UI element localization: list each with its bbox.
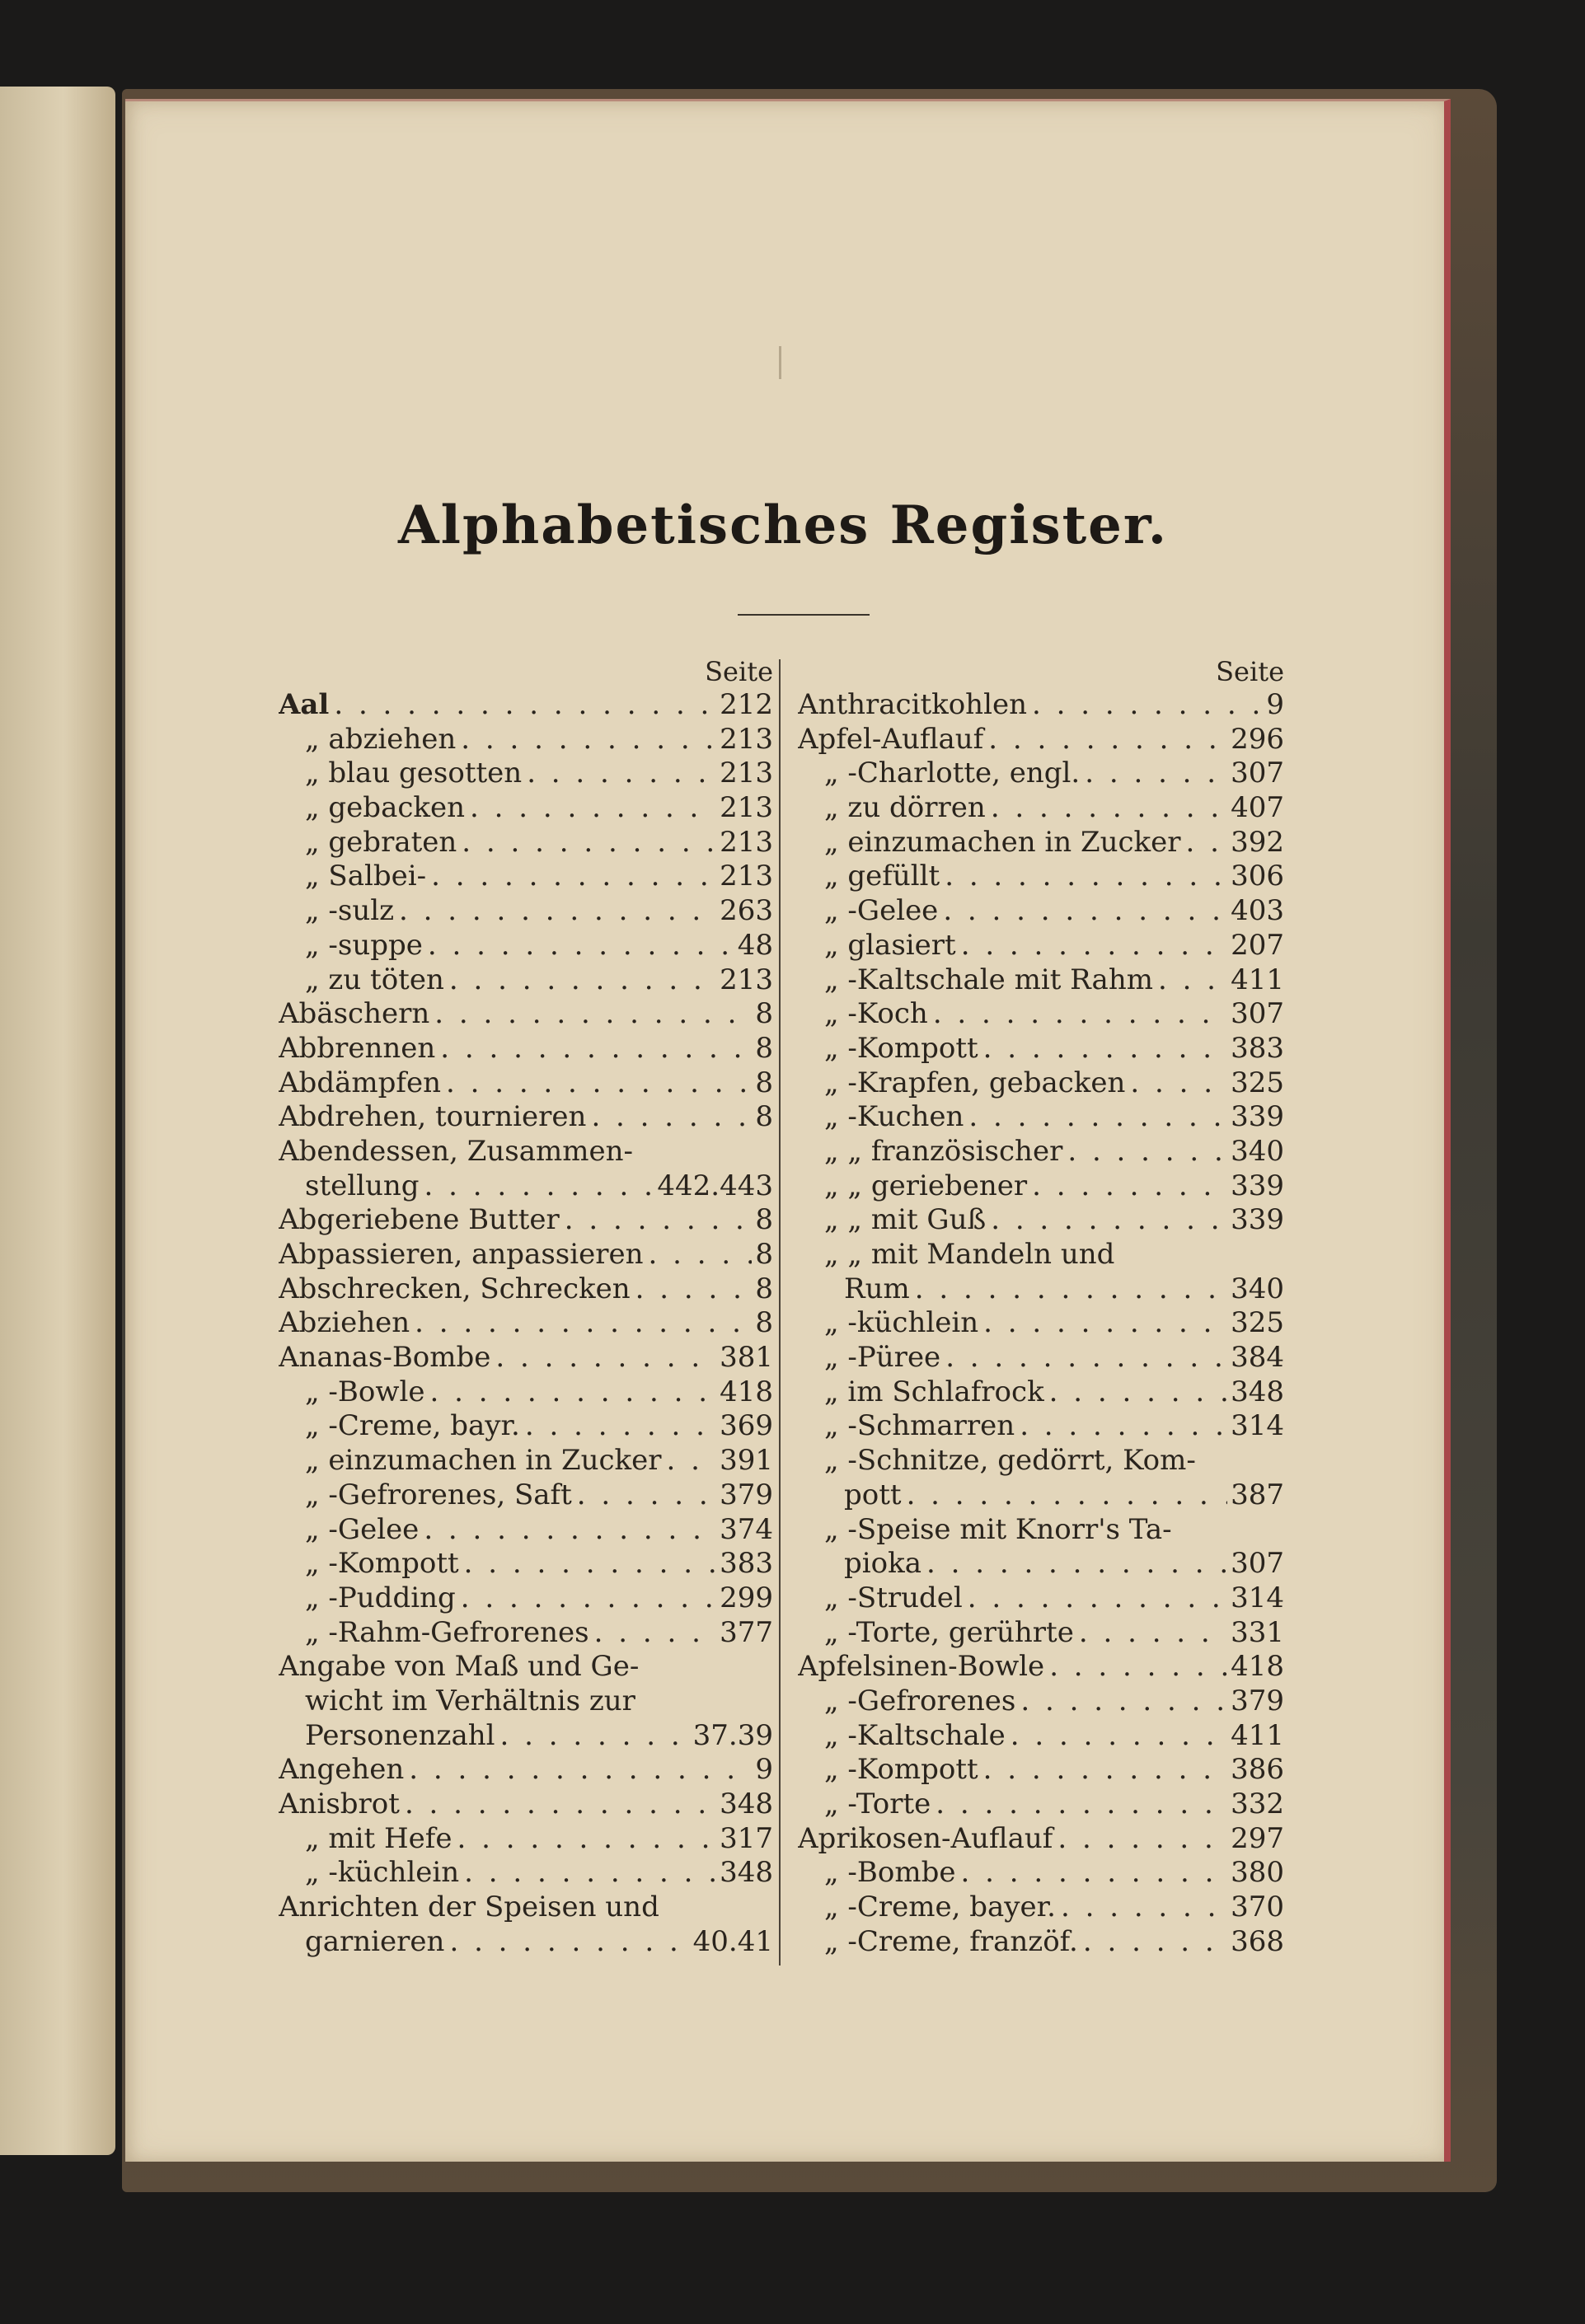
index-entry-text: „ „ geriebener [824,1169,1028,1202]
index-entry-page: 391 [720,1444,773,1478]
dot-leader [586,1100,752,1135]
index-entry-page: 40.41 [692,1924,773,1958]
index-entry-text: „ -Gelee [305,1512,420,1546]
index-entry [798,1925,1284,1960]
dot-leader [1181,826,1228,860]
index-entry-text: Angabe von Maß und Ge- [279,1650,640,1684]
dot-leader [459,1547,716,1581]
index-entry-page: 307 [1231,1547,1284,1581]
dot-leader [1015,1409,1227,1444]
dot-leader [419,1513,716,1548]
index-entry-page: 314 [1231,1409,1284,1443]
index-entry-page: 37.39 [692,1718,773,1752]
dot-leader [931,1788,1227,1822]
index-entry [798,1684,1284,1719]
index-entry [798,1306,1284,1341]
dot-leader [1080,757,1227,791]
index-entry-text: „ zu dörren [824,791,986,825]
index-entry [279,1409,773,1444]
index-entry-text: Aprikosen-Auflauf [798,1821,1053,1855]
index-entry-page: 340 [1231,1272,1284,1305]
index-entry-text: „ -Torte [824,1788,931,1820]
index-entry-text: pott [844,1478,902,1511]
dot-leader [560,1203,753,1238]
dot-leader [1044,1375,1227,1410]
index-entry [279,1856,773,1891]
index-entry-text: „ -Kuchen [824,1100,964,1134]
index-entry-page: 384 [1231,1341,1284,1375]
index-entry-page: 263 [720,894,773,928]
dot-leader [429,997,752,1032]
dot-leader [1044,1650,1227,1684]
index-entry [798,1547,1284,1581]
index-entry-page: 379 [720,1478,773,1511]
index-entry [279,963,773,998]
index-entry-page: 381 [720,1341,773,1375]
dot-leader [459,1856,716,1891]
index-entry [798,791,1284,826]
dot-leader [928,997,1227,1032]
index-entry [798,1375,1284,1410]
index-entry [279,1444,773,1478]
dot-leader [495,1719,690,1754]
index-entry-text: Rum [844,1272,910,1305]
index-entry-page: 8 [755,1203,773,1237]
index-entry [279,1135,773,1169]
index-entry-text: „ gebraten [305,825,457,859]
index-entry-text: „ gefüllt [824,860,940,893]
index-entry [279,1719,773,1754]
dot-leader [631,1272,753,1307]
dot-leader [456,723,716,757]
dot-leader [986,1203,1227,1238]
dot-leader [940,860,1227,894]
index-entry-page: 348 [1231,1375,1284,1408]
index-entry-page: 374 [720,1512,773,1546]
index-entry [798,723,1284,757]
index-entry-page: 296 [1231,722,1284,756]
index-entry [798,1100,1284,1135]
index-entry-page: 8 [755,1066,773,1099]
index-entry-text: „ blau gesotten [305,757,523,790]
index-entry-text: Apfel-Auflauf [798,722,984,756]
index-entry-page: 380 [1231,1856,1284,1890]
index-entry-text: „ -Gefrorenes, Saft [305,1478,572,1511]
index-entry-page: 339 [1231,1203,1284,1237]
index-entry [798,1788,1284,1822]
index-entry-page: 379 [1231,1684,1284,1717]
index-entry [279,1478,773,1513]
dot-leader [1015,1684,1227,1719]
dot-leader [1056,1891,1227,1925]
index-entry-page: 213 [720,791,773,825]
index-entry [798,1753,1284,1788]
index-entry-text: „ -Kompott [824,1031,978,1065]
dot-leader [1074,1616,1227,1651]
dot-leader [1125,1066,1227,1101]
index-entry [279,1788,773,1822]
dot-leader [329,688,716,723]
index-entry [798,929,1284,963]
index-entry [279,1100,773,1135]
dot-leader [457,826,716,860]
dot-leader [456,1581,716,1616]
dot-leader [420,1169,654,1204]
dot-leader [1078,1925,1227,1960]
index-entry-text: Abdrehen, tournieren [279,1100,587,1134]
index-entry-text: Abziehen [279,1306,410,1340]
index-entry-page: 307 [1231,997,1284,1031]
index-entry-page: 9 [755,1753,773,1787]
index-entry-page: 8 [755,1031,773,1065]
index-entry [798,1409,1284,1444]
index-entry-text: „ gebacken [305,791,466,825]
index-entry-page: 213 [720,722,773,756]
dot-leader [964,1100,1227,1135]
index-entry [279,1925,773,1960]
dot-leader [435,1032,752,1066]
index-entry-page: 213 [720,825,773,859]
index-entry-page: 317 [720,1821,773,1855]
index-entry-text: „ -Kaltschale mit Rahm [824,963,1153,996]
index-entry [279,1066,773,1101]
index-entry [279,1513,773,1548]
index-entry [279,1650,773,1684]
index-entry-page: 299 [720,1581,773,1614]
dot-leader [910,1272,1227,1307]
dot-leader [522,757,716,791]
index-entry [798,1135,1284,1169]
index-entry [798,1891,1284,1925]
dot-leader [444,1925,689,1960]
index-entry [279,997,773,1032]
index-entry [798,1238,1284,1272]
index-entry-page: 339 [1231,1100,1284,1134]
index-entry [279,723,773,757]
index-entry [798,1478,1284,1513]
index-entry-page: 369 [720,1409,773,1443]
index-entry [798,1856,1284,1891]
index-entry-text: Personenzahl [305,1718,495,1752]
index-entry-text: Aal [279,688,330,721]
index-entry-page: 368 [1231,1924,1284,1958]
index-entry-text: stellung [305,1169,420,1202]
index-entry [798,894,1284,929]
index-entry [279,1581,773,1616]
dot-leader [452,1822,716,1857]
index-entry-text: „ -Charlotte, engl. [824,757,1081,790]
index-entry-page: 213 [720,963,773,996]
index-entry [279,688,773,723]
index-entry-text: Anisbrot [279,1788,400,1820]
index-entry-page: 306 [1231,860,1284,893]
index-entry-text: „ „ französischer [824,1134,1063,1168]
index-entry-text: Apfelsinen-Bowle [798,1650,1045,1684]
index-entry-text: garnieren [305,1924,445,1958]
index-entry [279,757,773,791]
dot-leader [902,1478,1228,1513]
index-entry [798,1203,1284,1238]
index-entry-text: „ -sulz [305,894,395,928]
dot-leader [394,894,716,929]
index-entry-page: 213 [720,860,773,893]
index-entry [798,688,1284,723]
index-entry-text: „ -Rahm-Gefrorenes [305,1615,589,1649]
dot-leader [404,1753,752,1788]
index-entry [798,1272,1284,1307]
index-entry-text: „ -Koch [824,997,928,1031]
index-entry-text: „ -Püree [824,1341,941,1375]
index-entry-page: 418 [720,1375,773,1408]
index-entry-page: 325 [1231,1066,1284,1099]
index-entry-page: 386 [1231,1753,1284,1787]
index-entry [279,1238,773,1272]
index-entry-page: 325 [1231,1306,1284,1340]
index-entry-page: 348 [720,1856,773,1890]
index-entry [798,757,1284,791]
index-entry-text: Abäschern [279,997,430,1031]
right-index-column [798,655,1284,1959]
index-entry [279,1169,773,1204]
dot-leader [978,1032,1227,1066]
index-entry [798,1066,1284,1101]
index-entry-text: „ „ mit Guß [824,1203,987,1237]
index-entry [279,1684,773,1719]
index-entry-page: 8 [755,997,773,1031]
seite-header-left: Seite [705,656,773,687]
index-entry [798,1032,1284,1066]
title-rule [738,614,870,616]
left-index-column [279,655,773,1959]
index-entry [798,1169,1284,1204]
index-entry-page: 332 [1231,1788,1284,1820]
index-entry-text: Abbrennen [279,1031,436,1065]
index-entry-page: 339 [1231,1169,1284,1202]
index-entry-page: 411 [1231,1718,1284,1752]
dot-leader [441,1066,752,1101]
index-entry-text: „ einzumachen in Zucker [824,825,1181,859]
index-entry-page: 387 [1231,1478,1284,1511]
dot-leader [444,963,716,998]
index-entry-text: „ -Speise mit Knorr's Ta- [824,1512,1172,1546]
index-entry-page: 9 [1266,688,1284,721]
page-fleck [779,346,781,379]
dot-leader [1062,1135,1227,1169]
dot-leader [400,1788,716,1822]
index-entry [279,1203,773,1238]
index-entry-page: 377 [720,1615,773,1649]
index-entry [279,826,773,860]
index-entry [279,1306,773,1341]
index-entry-text: „ mit Hefe [305,1821,453,1855]
index-entry-text: Anthracitkohlen [798,688,1027,721]
index-entry [279,1891,773,1925]
left-entries [279,688,773,1959]
index-entry-page: 213 [720,757,773,790]
index-entry-text: „ einzumachen in Zucker [305,1444,662,1478]
index-entry-page: 383 [720,1547,773,1581]
index-entry [279,791,773,826]
dot-leader [490,1341,716,1375]
index-entry-text: „ -Schmarren [824,1409,1015,1443]
dot-leader [410,1306,752,1341]
index-entry-page: 48 [737,928,773,962]
index-entry-text: Abdämpfen [279,1066,441,1099]
index-entry-page: 411 [1231,963,1284,996]
index-entry-text: pioka [844,1547,921,1581]
index-entry-text: „ -küchlein [824,1306,979,1340]
index-entry-text: „ -Kaltschale [824,1718,1006,1752]
index-entry-text: „ -Creme, bayr. [305,1409,520,1443]
index-entry-text: „ -Gefrorenes [824,1684,1016,1717]
index-entry-text: „ „ mit Mandeln und [824,1238,1115,1271]
index-entry-page: 8 [755,1238,773,1271]
dot-leader [1006,1719,1227,1754]
index-entry [798,826,1284,860]
index-entry-text: „ -Torte, gerührte [824,1615,1074,1649]
index-entry-text: „ -Strudel [824,1581,963,1614]
index-entry [279,1032,773,1066]
index-entry [798,1581,1284,1616]
index-entry [798,1513,1284,1548]
dot-leader [465,791,716,826]
index-entry-text: Ananas-Bombe [279,1341,491,1375]
index-entry [798,997,1284,1032]
index-entry [279,1272,773,1307]
index-entry [279,894,773,929]
dot-leader [983,723,1227,757]
page-title: Alphabetisches Register. [397,494,1169,556]
dot-leader [1153,963,1227,998]
index-entry-text: „ -Creme, bayer. [824,1891,1056,1924]
dot-leader [1053,1822,1227,1857]
dot-leader [423,929,734,963]
index-entry-text: „ -Pudding [305,1581,456,1614]
dot-leader [986,791,1227,826]
index-entry-page: 442.443 [657,1169,773,1202]
dot-leader [644,1238,753,1272]
index-entry [279,860,773,894]
index-entry [798,1719,1284,1754]
dot-leader [662,1444,717,1478]
index-entry-page: 403 [1231,894,1284,928]
index-entry-page: 407 [1231,791,1284,825]
index-entry [279,1341,773,1375]
index-entry-page: 314 [1231,1581,1284,1614]
index-entry [798,1650,1284,1684]
dot-leader [1027,1169,1227,1204]
index-entry-text: „ -Krapfen, gebacken [824,1066,1126,1099]
index-entry [279,1547,773,1581]
index-entry-text: Angehen [279,1753,405,1787]
index-entry-text: „ zu töten [305,963,444,996]
dot-leader [938,894,1227,929]
dot-leader [940,1341,1227,1375]
index-entry-text: „ -Creme, franzöf. [824,1924,1078,1958]
index-entry [798,1341,1284,1375]
index-entry [798,1616,1284,1651]
index-entry-page: 348 [720,1788,773,1820]
index-entry-text: „ im Schlafrock [824,1375,1044,1408]
facing-page-edge [0,87,115,2155]
index-entry-page: 370 [1231,1891,1284,1924]
dot-leader [956,929,1227,963]
index-entry-page: 331 [1231,1615,1284,1649]
index-entry [798,1822,1284,1857]
index-entry-page: 8 [755,1272,773,1305]
index-entry-page: 8 [755,1306,773,1340]
index-entry-text: „ abziehen [305,722,457,756]
index-entry-text: „ glasiert [824,928,956,962]
index-entry-text: Abschrecken, Schrecken [279,1272,631,1305]
index-entry [798,860,1284,894]
dot-leader [426,860,716,894]
index-entry-text: „ -suppe [305,928,423,962]
index-entry-page: 392 [1231,825,1284,859]
index-entry-text: Anrichten der Speisen und [279,1891,659,1924]
dot-leader [978,1753,1227,1788]
index-entry [798,963,1284,998]
seite-header-right: Seite [1216,656,1284,687]
index-entry-text: „ -Bombe [824,1856,956,1890]
index-entry [279,1375,773,1410]
index-entry-page: 383 [1231,1031,1284,1065]
index-entry-page: 340 [1231,1134,1284,1168]
index-entry [279,1753,773,1788]
index-entry-text: „ -Kompott [824,1753,978,1787]
dot-leader [963,1581,1227,1616]
index-entry-page: 418 [1231,1650,1284,1684]
dot-leader [520,1409,716,1444]
dot-leader [978,1306,1227,1341]
index-entry-text: „ -Bowle [305,1375,425,1408]
index-entry-page: 212 [720,688,773,721]
column-divider [779,659,781,1966]
index-entry-text: „ -küchlein [305,1856,460,1890]
index-entry-text: „ -Gelee [824,894,939,928]
dot-leader [424,1375,716,1410]
index-entry-text: Abgeriebene Butter [279,1203,560,1237]
index-entry-page: 207 [1231,928,1284,962]
index-entry-text: „ Salbei- [305,860,427,893]
index-entry-page: 8 [755,1100,773,1134]
index-entry-text: wicht im Verhältnis zur [305,1684,635,1717]
index-entry-text: Abpassieren, anpassieren [279,1238,644,1271]
index-entry [279,1616,773,1651]
dot-leader [956,1856,1228,1891]
dot-leader [921,1547,1227,1581]
index-entry [279,929,773,963]
dot-leader [1027,688,1263,723]
index-entry-page: 297 [1231,1821,1284,1855]
index-entry [279,1822,773,1857]
dot-leader [572,1478,716,1513]
index-entry-text: Abendessen, Zusammen- [279,1134,633,1168]
index-entry [798,1444,1284,1478]
index-entry-page: 307 [1231,757,1284,790]
dot-leader [589,1616,716,1651]
index-entry-text: „ -Kompott [305,1547,459,1581]
index-entry-text: „ -Schnitze, gedörrt, Kom- [824,1444,1196,1478]
right-entries [798,688,1284,1959]
